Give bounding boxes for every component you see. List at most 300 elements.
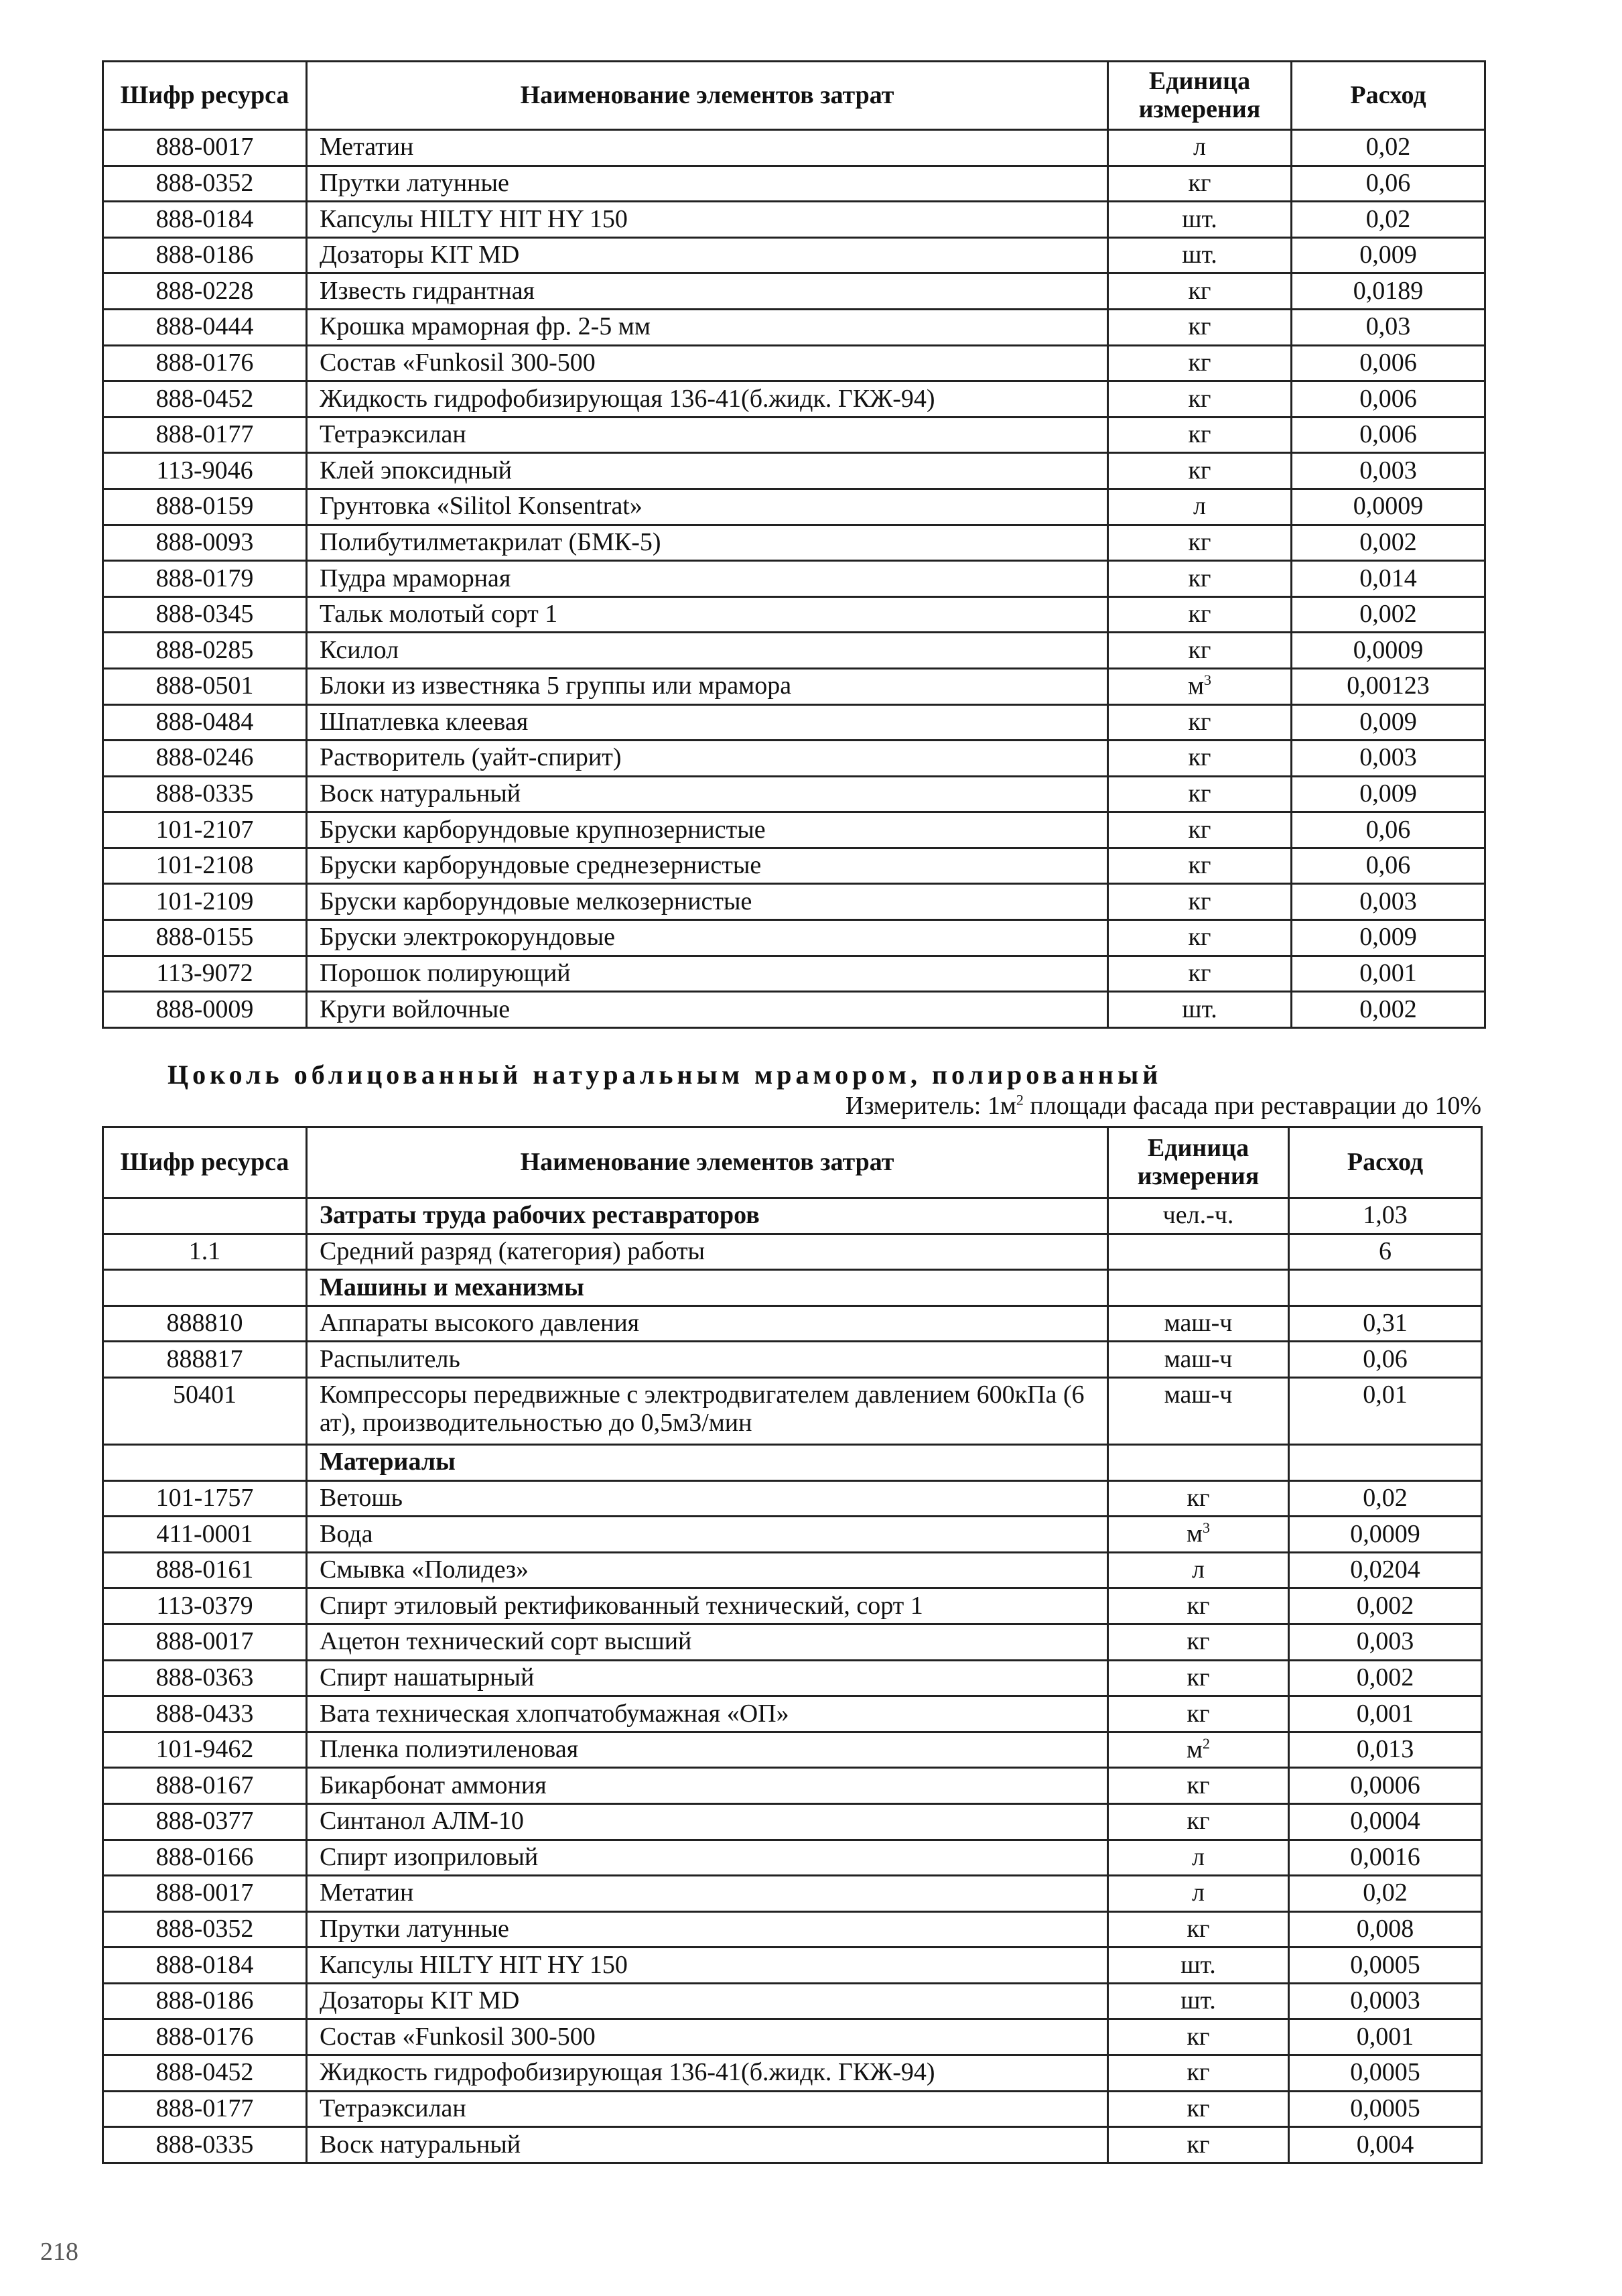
cell-code xyxy=(103,848,307,884)
cell-qty-text: 0,0004 xyxy=(1350,1807,1420,1836)
cell-qty xyxy=(1292,561,1485,597)
cell-qty xyxy=(1292,884,1485,920)
cell-name-text: Капсулы HILTY HIT HY 150 xyxy=(320,204,628,233)
cell-name xyxy=(307,1305,1108,1342)
cell-unit-text: шт. xyxy=(1182,995,1217,1023)
cell-name-text: Тетраэксилан xyxy=(320,2094,466,2123)
cell-code xyxy=(103,381,307,418)
cell-name-text: Воск натуральный xyxy=(320,2130,521,2159)
cell-qty-text: 0,009 xyxy=(1359,707,1417,736)
cell-code-text: 888-0017 xyxy=(155,1878,254,1907)
cell-code-text: 888-0285 xyxy=(155,635,254,664)
cell-unit xyxy=(1108,741,1292,777)
cell-code xyxy=(103,741,307,777)
cell-qty-text: 0,06 xyxy=(1365,851,1411,880)
table-row xyxy=(103,237,1485,273)
header-name: Наименование элементов затрат xyxy=(307,1127,1108,1198)
table-row xyxy=(103,1948,1482,1984)
cell-qty xyxy=(1292,848,1485,884)
cell-code-text: 888-0167 xyxy=(155,1771,254,1799)
cell-code xyxy=(103,1552,307,1588)
cell-name xyxy=(307,1517,1108,1553)
cell-name xyxy=(307,489,1108,525)
header-qty: Расход xyxy=(1292,62,1485,130)
cell-unit xyxy=(1108,704,1292,741)
cell-name-text: Растворитель (уайт-спирит) xyxy=(320,743,622,772)
header-unit: Единица измерения xyxy=(1108,1127,1289,1198)
cell-name xyxy=(307,2127,1108,2163)
cell-code-text: 888-0352 xyxy=(155,1915,254,1943)
cell-code-text: 888-0335 xyxy=(155,2130,254,2159)
cell-name xyxy=(307,525,1108,561)
cell-unit-text: кг xyxy=(1188,348,1211,377)
cell-name xyxy=(307,1342,1108,1378)
table-row xyxy=(103,596,1485,633)
cell-qty xyxy=(1292,130,1485,166)
cell-name-text: Ацетон технический сорт высший xyxy=(320,1627,692,1656)
cell-unit xyxy=(1108,561,1292,597)
table-row xyxy=(103,1234,1482,1270)
cell-unit-text: маш-ч xyxy=(1164,1309,1233,1338)
cell-code xyxy=(103,2127,307,2163)
cell-code xyxy=(103,453,307,489)
cell-qty-text: 0,03 xyxy=(1365,312,1411,341)
cell-unit-text: л xyxy=(1192,1555,1205,1584)
cell-name-text: Дозаторы KIT MD xyxy=(320,1986,520,2015)
cell-qty xyxy=(1289,2091,1482,2127)
cell-code xyxy=(103,561,307,597)
cell-code xyxy=(103,1588,307,1624)
cell-name xyxy=(307,704,1108,741)
cell-qty-text: 0,006 xyxy=(1359,420,1417,449)
header-qty: Расход xyxy=(1289,1127,1482,1198)
cell-name xyxy=(307,2091,1108,2127)
cell-name xyxy=(307,1552,1108,1588)
cell-name-text: Капсулы HILTY HIT HY 150 xyxy=(320,1950,628,1979)
cell-code-text: 101-2109 xyxy=(155,887,254,915)
cell-qty-text: 0,008 xyxy=(1356,1915,1414,1943)
cell-name xyxy=(307,345,1108,381)
cell-unit-text: чел.-ч. xyxy=(1162,1201,1234,1230)
cell-unit-text: л xyxy=(1192,1842,1205,1871)
cell-unit xyxy=(1108,417,1292,453)
cell-unit xyxy=(1108,956,1292,992)
cell-code xyxy=(103,1911,307,1948)
cell-unit-text: кг xyxy=(1188,923,1211,952)
table-row xyxy=(103,1270,1482,1306)
cell-name-text: Блоки из известняка 5 группы или мрамора xyxy=(320,672,792,700)
cell-code xyxy=(103,1624,307,1660)
cell-qty xyxy=(1289,1803,1482,1840)
unit-superscript: 3 xyxy=(1203,1519,1211,1537)
table-row xyxy=(103,1342,1482,1378)
cell-unit xyxy=(1108,1983,1289,2019)
cell-qty-text: 0,001 xyxy=(1356,1699,1414,1728)
cell-unit xyxy=(1108,1234,1289,1270)
cell-name xyxy=(307,561,1108,597)
cell-name xyxy=(307,668,1108,704)
cell-unit xyxy=(1108,1480,1289,1517)
cell-unit-text: кг xyxy=(1187,2094,1210,2123)
cell-name xyxy=(307,381,1108,418)
cell-unit-text: маш-ч xyxy=(1164,1380,1233,1409)
table-row xyxy=(103,1305,1482,1342)
cell-name xyxy=(307,956,1108,992)
cell-qty xyxy=(1292,489,1485,525)
cell-qty-text: 0,02 xyxy=(1365,133,1411,162)
cell-qty-text: 0,06 xyxy=(1363,1344,1408,1373)
cell-unit-text: кг xyxy=(1188,527,1211,556)
cell-qty xyxy=(1292,812,1485,848)
header-code: Шифр ресурса xyxy=(103,62,307,130)
cell-name-text: Материалы xyxy=(320,1448,456,1476)
cell-qty-text: 0,02 xyxy=(1363,1483,1408,1512)
cell-unit xyxy=(1108,166,1292,202)
cell-qty-text: 0,02 xyxy=(1365,204,1411,233)
cell-unit-text: кг xyxy=(1188,887,1211,915)
cell-name-text: Состав «Funkosil 300-500 xyxy=(320,348,596,377)
cell-qty-text: 0,009 xyxy=(1359,241,1417,269)
cell-qty-text: 0,06 xyxy=(1365,815,1411,844)
cell-unit xyxy=(1108,1696,1289,1732)
cell-qty-text: 0,003 xyxy=(1359,743,1417,772)
cell-code xyxy=(103,812,307,848)
cell-code xyxy=(103,130,307,166)
cell-name xyxy=(307,417,1108,453)
cell-name-text: Средний разряд (категория) работы xyxy=(320,1236,705,1265)
table-row xyxy=(103,1732,1482,1768)
cell-unit-text: кг xyxy=(1188,851,1211,880)
cell-qty-text: 0,0005 xyxy=(1350,2058,1420,2087)
cell-qty-text: 0,0003 xyxy=(1350,1986,1420,2015)
cell-qty xyxy=(1292,704,1485,741)
cell-unit xyxy=(1108,1588,1289,1624)
cell-code-text: 888-0009 xyxy=(155,995,254,1023)
cell-unit-text: шт. xyxy=(1180,1950,1216,1979)
table-row xyxy=(103,704,1485,741)
cell-qty-text: 0,0009 xyxy=(1353,635,1424,664)
cell-code xyxy=(103,1377,307,1444)
cell-name xyxy=(307,884,1108,920)
cell-code xyxy=(103,1876,307,1912)
cell-qty-text: 0,009 xyxy=(1359,779,1417,808)
measure-unit-line xyxy=(846,1091,1481,1121)
cell-code xyxy=(103,1660,307,1696)
cell-name-text: Крошка мраморная фр. 2-5 мм xyxy=(320,312,651,341)
cell-name-text: Тетраэксилан xyxy=(320,420,466,449)
table-row xyxy=(103,633,1485,669)
table-row xyxy=(103,1840,1482,1876)
cell-qty xyxy=(1289,1305,1482,1342)
cell-qty-text: 0,001 xyxy=(1359,959,1417,988)
cell-code xyxy=(103,489,307,525)
cell-unit-text: кг xyxy=(1188,600,1211,629)
cell-code xyxy=(103,1768,307,1804)
table-row xyxy=(103,848,1485,884)
cell-name-text: Круги войлочные xyxy=(320,995,511,1023)
table-row xyxy=(103,202,1485,238)
header-code: Шифр ресурса xyxy=(103,1127,307,1198)
cell-qty xyxy=(1289,1444,1482,1480)
cell-qty xyxy=(1289,1480,1482,1517)
cell-qty-text: 0,002 xyxy=(1359,995,1417,1023)
cell-name-text: Пудра мраморная xyxy=(320,564,511,592)
cell-qty xyxy=(1292,345,1485,381)
cell-code-text: 888-0433 xyxy=(155,1699,254,1728)
cell-code xyxy=(103,525,307,561)
cell-code-text: 101-2107 xyxy=(155,815,254,844)
cell-name xyxy=(307,166,1108,202)
cell-unit-text: кг xyxy=(1187,1591,1210,1620)
cell-name xyxy=(307,1660,1108,1696)
cell-code xyxy=(103,1732,307,1768)
cell-unit-text: кг xyxy=(1188,276,1211,305)
cell-unit-text: м xyxy=(1187,672,1205,700)
cell-unit-text: кг xyxy=(1187,1771,1210,1799)
cell-name-text: Жидкость гидрофобизирующая 136-41(б.жидк. ГКЖ-94) xyxy=(320,2058,935,2087)
cell-unit xyxy=(1108,1911,1289,1948)
table-row xyxy=(103,166,1485,202)
cell-name-text: Тальк молотый сорт 1 xyxy=(320,600,558,629)
cell-name xyxy=(307,1803,1108,1840)
cell-unit xyxy=(1108,1517,1289,1553)
cell-unit xyxy=(1108,2055,1289,2092)
cell-code xyxy=(103,633,307,669)
cell-qty xyxy=(1292,776,1485,812)
table-row xyxy=(103,812,1485,848)
cell-code-text: 888-0345 xyxy=(155,600,254,629)
cell-qty xyxy=(1289,1876,1482,1912)
cell-unit-text: л xyxy=(1193,492,1206,521)
cell-name xyxy=(307,741,1108,777)
cell-unit xyxy=(1108,992,1292,1028)
cell-name xyxy=(307,1840,1108,1876)
cell-code-text: 888-0176 xyxy=(155,2022,254,2051)
cell-name xyxy=(307,1732,1108,1768)
page-number: 218 xyxy=(40,2238,78,2266)
meter-sup: 2 xyxy=(1016,1091,1024,1108)
cell-unit-text: кг xyxy=(1188,635,1211,664)
cell-unit-text: кг xyxy=(1187,2022,1210,2051)
cell-code xyxy=(103,956,307,992)
cell-unit xyxy=(1108,309,1292,345)
cell-qty xyxy=(1289,2127,1482,2163)
cell-code-text: 1.1 xyxy=(188,1236,221,1265)
cell-unit-text: кг xyxy=(1188,564,1211,592)
cell-code-text: 113-9046 xyxy=(156,456,253,485)
cell-qty-text: 0,0005 xyxy=(1350,2094,1420,2123)
cell-unit-text: кг xyxy=(1187,1807,1210,1836)
cell-code-text: 888-0363 xyxy=(155,1663,254,1692)
cell-unit xyxy=(1108,1198,1289,1234)
cell-name-text: Бруски карборундовые мелкозернистые xyxy=(320,887,752,915)
cell-qty-text: 1,03 xyxy=(1363,1201,1408,1230)
cell-qty-text: 0,006 xyxy=(1359,384,1417,413)
cell-code-text: 888-0352 xyxy=(155,168,254,197)
cell-code-text: 888817 xyxy=(166,1344,243,1373)
table-row xyxy=(103,1444,1482,1480)
cell-unit-text: шт. xyxy=(1182,204,1217,233)
cell-code xyxy=(103,273,307,310)
cell-unit-text: кг xyxy=(1188,384,1211,413)
cell-code-text: 888810 xyxy=(166,1309,243,1338)
cell-code xyxy=(103,237,307,273)
cell-unit-text: кг xyxy=(1187,2130,1210,2159)
cell-code xyxy=(103,1305,307,1342)
table-row xyxy=(103,2055,1482,2092)
cell-name-text: Бикарбонат аммония xyxy=(320,1771,547,1799)
cell-qty xyxy=(1289,1517,1482,1553)
cell-name xyxy=(307,1983,1108,2019)
cell-unit xyxy=(1108,1803,1289,1840)
cell-qty xyxy=(1292,381,1485,418)
cell-code-text: 888-0093 xyxy=(155,527,254,556)
cell-name-text: Полибутилметакрилат (БМК-5) xyxy=(320,527,661,556)
cell-code-text: 888-0335 xyxy=(155,779,254,808)
table-row xyxy=(103,1552,1482,1588)
table-row xyxy=(103,453,1485,489)
cell-name xyxy=(307,1444,1108,1480)
cell-unit-text: кг xyxy=(1188,815,1211,844)
cell-qty-text: 0,002 xyxy=(1359,527,1417,556)
cell-qty-text: 0,003 xyxy=(1359,887,1417,915)
cell-code xyxy=(103,1983,307,2019)
cell-name xyxy=(307,1876,1108,1912)
table-row xyxy=(103,776,1485,812)
table-row xyxy=(103,956,1485,992)
cell-name-text: Машины и механизмы xyxy=(320,1273,584,1301)
table-row xyxy=(103,668,1485,704)
cell-name xyxy=(307,1198,1108,1234)
cell-qty-text: 0,0005 xyxy=(1350,1950,1420,1979)
cell-qty xyxy=(1289,1983,1482,2019)
cell-unit-text: кг xyxy=(1187,1915,1210,1943)
table-row xyxy=(103,2091,1482,2127)
cell-qty-text: 0,013 xyxy=(1356,1735,1414,1764)
cell-code-text: 888-0444 xyxy=(155,312,254,341)
cell-qty-text: 0,06 xyxy=(1365,168,1411,197)
table-row xyxy=(103,417,1485,453)
cell-qty xyxy=(1289,1660,1482,1696)
cell-unit-text: л xyxy=(1192,1878,1205,1907)
cell-name xyxy=(307,1270,1108,1306)
cell-name-text: Спирт этиловый ректификованный технический, сорт 1 xyxy=(320,1591,923,1620)
cell-name-text: Шпатлевка клеевая xyxy=(320,707,529,736)
cell-code-text: 888-0246 xyxy=(155,743,254,772)
cell-unit xyxy=(1108,848,1292,884)
cell-code-text: 101-9462 xyxy=(155,1735,254,1764)
cell-unit-text: кг xyxy=(1188,959,1211,988)
cell-qty xyxy=(1289,2019,1482,2055)
cell-code xyxy=(103,884,307,920)
cell-code xyxy=(103,776,307,812)
cell-unit-text: шт. xyxy=(1180,1986,1216,2015)
cell-name-text: Бруски электрокорундовые xyxy=(320,923,616,952)
cell-qty-text: 0,002 xyxy=(1356,1663,1414,1692)
cell-unit xyxy=(1108,1444,1289,1480)
cell-name-text: Пленка полиэтиленовая xyxy=(320,1735,579,1764)
cell-unit xyxy=(1108,596,1292,633)
cell-name-text: Спирт изоприловый xyxy=(320,1842,539,1871)
cell-name-text: Синтанол АЛМ-10 xyxy=(320,1807,524,1836)
cell-name-text: Вода xyxy=(320,1519,373,1548)
cell-code-text: 888-0161 xyxy=(155,1555,254,1584)
cell-qty xyxy=(1289,1552,1482,1588)
cell-name xyxy=(307,1948,1108,1984)
cell-code-text: 888-0177 xyxy=(155,2094,254,2123)
cell-code xyxy=(103,1198,307,1234)
cell-code-text: 888-0186 xyxy=(155,241,254,269)
table-row xyxy=(103,1480,1482,1517)
cell-code-text: 113-0379 xyxy=(156,1591,253,1620)
cell-code xyxy=(103,704,307,741)
cell-unit xyxy=(1108,345,1292,381)
cell-code xyxy=(103,596,307,633)
cell-code xyxy=(103,1517,307,1553)
cell-unit xyxy=(1108,1660,1289,1696)
cell-unit xyxy=(1108,237,1292,273)
meter-suffix: площади фасада при реставрации до 10% xyxy=(1023,1092,1481,1120)
table-row xyxy=(103,309,1485,345)
cell-qty xyxy=(1289,1768,1482,1804)
cell-name xyxy=(307,1696,1108,1732)
cell-code-text: 888-0228 xyxy=(155,276,254,305)
cell-unit xyxy=(1108,633,1292,669)
cell-qty xyxy=(1289,1840,1482,1876)
table-row xyxy=(103,1624,1482,1660)
cell-code-text: 888-0017 xyxy=(155,1627,254,1656)
table-row xyxy=(103,1198,1482,1234)
cell-name-text: Метатин xyxy=(320,1878,414,1907)
table-row xyxy=(103,1768,1482,1804)
cell-name-text: Дозаторы KIT MD xyxy=(320,241,520,269)
cell-unit-text: кг xyxy=(1188,420,1211,449)
unit-superscript: 2 xyxy=(1203,1734,1211,1752)
cell-name-text: Вата техническая хлопчатобумажная «ОП» xyxy=(320,1699,789,1728)
cell-qty-text: 0,0009 xyxy=(1353,492,1424,521)
cell-code-text: 888-0184 xyxy=(155,1950,254,1979)
table-row xyxy=(103,1660,1482,1696)
cell-name-text: Воск натуральный xyxy=(320,779,521,808)
cell-name xyxy=(307,596,1108,633)
cell-unit-text: м xyxy=(1186,1735,1203,1764)
cell-name xyxy=(307,453,1108,489)
cell-code-text: 888-0166 xyxy=(155,1842,254,1871)
cell-qty xyxy=(1289,1234,1482,1270)
cell-code-text: 888-0155 xyxy=(155,923,254,952)
cell-code xyxy=(103,1270,307,1306)
cell-code xyxy=(103,920,307,956)
header-unit: Единица измерения xyxy=(1108,62,1292,130)
cell-unit xyxy=(1108,1342,1289,1378)
cell-qty-text: 0,002 xyxy=(1359,600,1417,629)
table-row xyxy=(103,1803,1482,1840)
cell-name-text: Метатин xyxy=(320,133,414,162)
table-row xyxy=(103,489,1485,525)
cell-qty-text: 0,0009 xyxy=(1350,1519,1420,1548)
cell-qty xyxy=(1292,920,1485,956)
table-row xyxy=(103,381,1485,418)
cell-unit-text: кг xyxy=(1188,707,1211,736)
cell-unit xyxy=(1108,2019,1289,2055)
table-row xyxy=(103,345,1485,381)
resource-table-1 xyxy=(102,60,1486,1029)
cell-name-text: Порошок полирующий xyxy=(320,959,571,988)
cell-code-text: 888-0452 xyxy=(155,384,254,413)
cell-unit-text: кг xyxy=(1188,168,1211,197)
cell-code-text: 888-0452 xyxy=(155,2058,254,2087)
cell-code-text: 101-2108 xyxy=(155,851,254,880)
